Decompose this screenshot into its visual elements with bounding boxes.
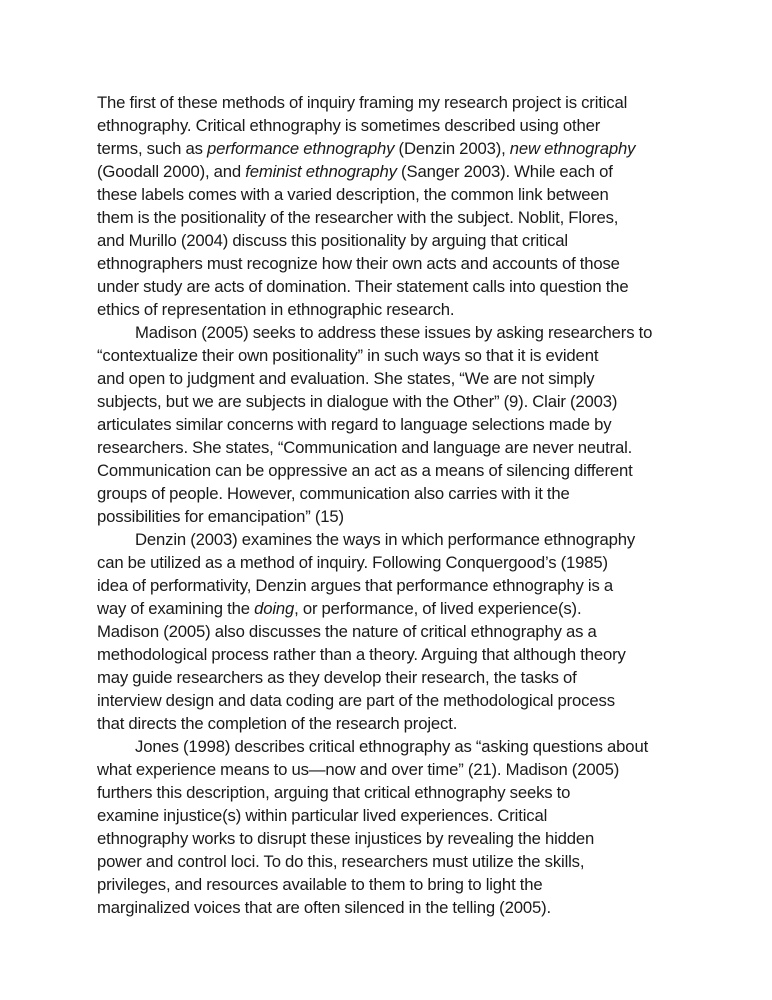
text-line [97,873,677,896]
paragraph-3 [97,528,677,735]
text-line [97,183,677,206]
text-run: researchers. She states, “Communication and language are never neutral. [97,438,633,457]
text-run: The first of these methods of inquiry framing my research project is critical [97,93,628,112]
text-run: (Denzin 2003), [394,139,510,158]
paragraph-1 [97,91,677,321]
text-run: ethics of representation in ethnographic research. [97,300,455,319]
text-line [97,321,677,344]
text-run: articulates similar concerns with regard to language selections made by [97,415,612,434]
text-run: Communication can be oppressive an act as a means of silencing different [97,461,633,480]
text-run: Madison (2005) seeks to address these issues by asking researchers to [135,323,653,342]
text-run: possibilities for emancipation” (15) [97,507,344,526]
text-run: interview design and data coding are part of the methodological process [97,691,615,710]
text-run: ethnographers must recognize how their own acts and accounts of those [97,254,620,273]
text-run: subjects, but we are subjects in dialogue with the Other” (9). Clair (2003) [97,392,618,411]
text-run: what experience means to us—now and over time” (21). Madison (2005) [97,760,620,779]
text-line [97,298,677,321]
text-run: ethnography works to disrupt these injustices by revealing the hidden [97,829,595,848]
text-run: Jones (1998) describes critical ethnography as “asking questions about [135,737,649,756]
text-line [97,804,677,827]
paragraph-2 [97,321,677,528]
text-run: idea of performativity, Denzin argues that performance ethnography is a [97,576,613,595]
text-run: and open to judgment and evaluation. She states, “We are not simply [97,369,595,388]
text-run: them is the positionality of the researcher with the subject. Noblit, Flores, [97,208,619,227]
text-line [97,482,677,505]
italic-term: doing [254,599,295,618]
text-line [97,850,677,873]
text-run: that directs the completion of the research project. [97,714,458,733]
text-line [97,229,677,252]
text-line [97,137,677,160]
text-run: way of examining the [97,599,255,618]
text-run: examine injustice(s) within particular lived experiences. Critical [97,806,548,825]
italic-term: new ethnography [509,139,636,158]
italic-term: performance ethnography [207,139,395,158]
text-line [97,160,677,183]
text-run: these labels comes with a varied description, the common link between [97,185,609,204]
text-line [97,781,677,804]
text-run: may guide researchers as they develop their research, the tasks of [97,668,577,687]
text-run: (Sanger 2003). While each of [396,162,613,181]
text-line [97,827,677,850]
text-run: can be utilized as a method of inquiry. Following Conquergood’s (1985) [97,553,608,572]
document-page [97,91,677,919]
text-line [97,275,677,298]
text-line [97,574,677,597]
text-line [97,597,677,620]
text-line [97,528,677,551]
text-line [97,367,677,390]
text-run: groups of people. However, communication also carries with it the [97,484,570,503]
text-run: terms, such as [97,139,207,158]
text-line [97,252,677,275]
text-run: ethnography. Critical ethnography is sometimes described using other [97,116,601,135]
text-run: , or performance, of lived experience(s). [294,599,582,618]
text-line [97,91,677,114]
paragraph-4 [97,735,677,919]
text-line [97,390,677,413]
text-run: and Murillo (2004) discuss this positionality by arguing that critical [97,231,568,250]
text-line [97,551,677,574]
text-line [97,712,677,735]
text-run: furthers this description, arguing that critical ethnography seeks to [97,783,571,802]
text-line [97,896,677,919]
text-run: privileges, and resources available to them to bring to light the [97,875,543,894]
text-line [97,413,677,436]
text-run: Madison (2005) also discusses the nature of critical ethnography as a [97,622,597,641]
text-line [97,620,677,643]
text-line [97,758,677,781]
text-run: under study are acts of domination. Their statement calls into question the [97,277,629,296]
text-run: marginalized voices that are often silenced in the telling (2005). [97,898,551,917]
text-line [97,459,677,482]
text-line [97,735,677,758]
text-run: (Goodall 2000), and [97,162,246,181]
text-line [97,206,677,229]
text-line [97,505,677,528]
text-line [97,643,677,666]
italic-term: feminist ethnography [245,162,397,181]
text-run: power and control loci. To do this, researchers must utilize the skills, [97,852,585,871]
text-line [97,436,677,459]
text-run: methodological process rather than a theory. Arguing that although theory [97,645,626,664]
text-run: “contextualize their own positionality” in such ways so that it is evident [97,346,599,365]
text-line [97,689,677,712]
text-run: Denzin (2003) examines the ways in which performance ethnography [135,530,636,549]
text-line [97,666,677,689]
text-line [97,114,677,137]
text-line [97,344,677,367]
